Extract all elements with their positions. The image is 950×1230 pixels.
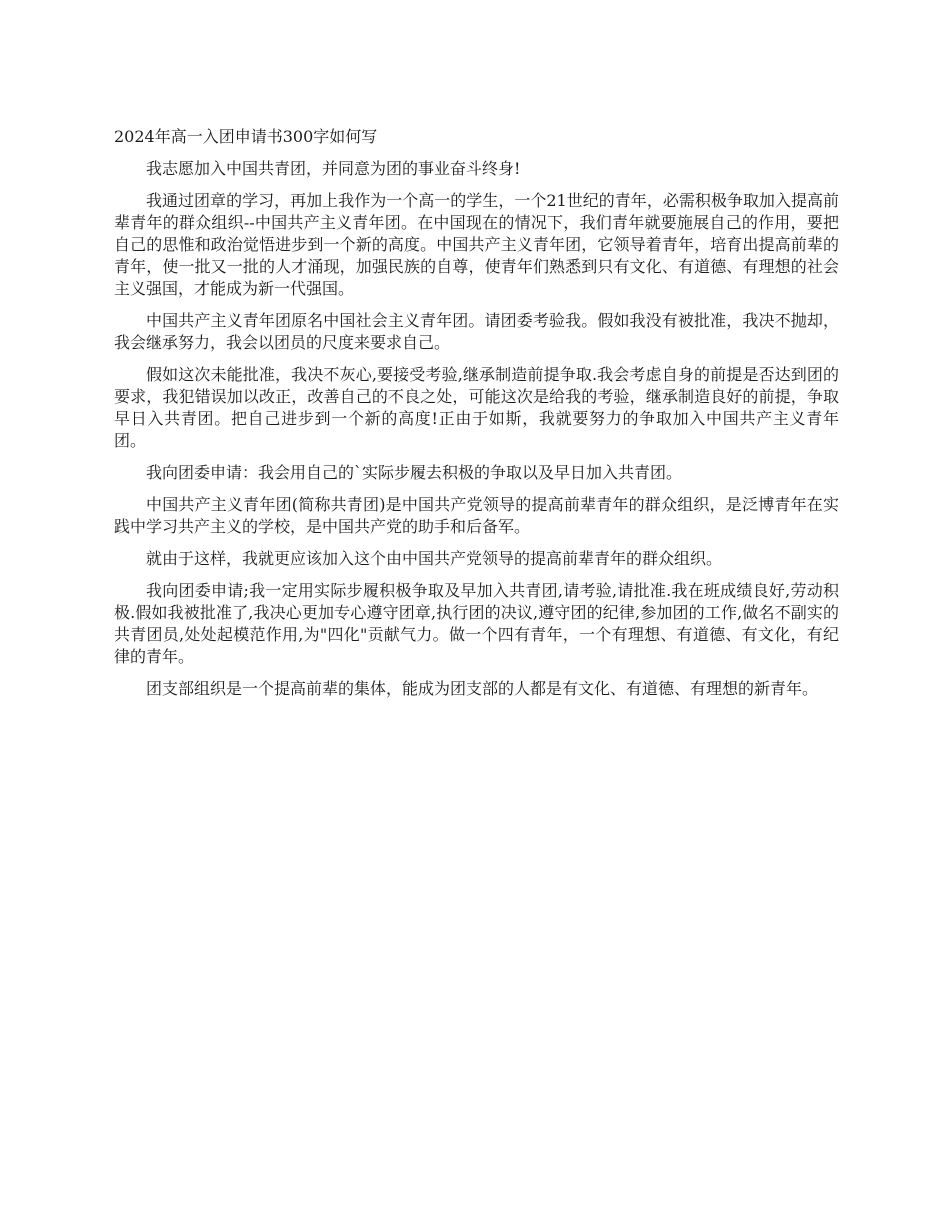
paragraph-8: 我向团委申请;我一定用实际步履积极争取及早加入共青团,请考验,请批准.我在班成绩良好,劳动积极.假如我被批准了,我决心更加专心遵守团章,执行团的决议,遵守团的纪律,参加团的工作,做名不副实的共青团员,处处起模范作用,为"四化"贡献气力。做一个四有青年，一个有理想、有道德、有文化，有纪律的青年。 (114, 581, 839, 666)
paragraph-1: 我志愿加入中国共青团，并同意为团的事业奋斗终身! (146, 159, 521, 178)
paragraph-4: 假如这次未能批准，我决不灰心,要接受考验,继承制造前提争取.我会考虑自身的前提是否达到团的要求，我犯错误加以改正，改善自己的不良之处，可能这次是给我的考验，继承制造良好的前提，争取早日入共青团。把自己进步到一个新的高度!正由于如斯，我就要努力的争取加入中国共产主义青年团。 (114, 365, 839, 450)
document-body (114, 126, 839, 710)
paragraph-6: 中国共产主义青年团(简称共青团)是中国共产党领导的提高前辈青年的群众组织，是泛博青年在实践中学习共产主义的学校，是中国共产党的助手和后备军。 (114, 495, 839, 536)
paragraph-2: 我通过团章的学习，再加上我作为一个高一的学生，一个21世纪的青年，必需积极争取加入提高前辈青年的群众组织--中国共产主义青年团。在中国现在的情况下，我们青年就要施展自己的作用，要把自己的思惟和政治觉悟进步到一个新的高度。中国共产主义青年团，它领导着青年，培育出提高前辈的青年，使一批又一批的人才涌现，加强民族的自尊，使青年们熟悉到只有文化、有道德、有理想的社会主义强国，才能成为新一代强国。 (114, 191, 839, 298)
document-title: 2024年高一入团申请书300字如何写 (114, 127, 378, 146)
paragraph-9: 团支部组织是一个提高前辈的集体，能成为团支部的人都是有文化、有道德、有理想的新青年。 (146, 679, 819, 698)
paragraph-3: 中国共产主义青年团原名中国社会主义青年团。请团委考验我。假如我没有被批准，我决不抛却，我会继承努力，我会以团员的尺度来要求自己。 (114, 311, 839, 352)
paragraph-5: 我向团委申请：我会用自己的`实际步履去积极的争取以及早日加入共青团。 (146, 463, 683, 482)
paragraph-7: 就由于这样，我就更应该加入这个由中国共产党领导的提高前辈青年的群众组织。 (146, 549, 723, 568)
